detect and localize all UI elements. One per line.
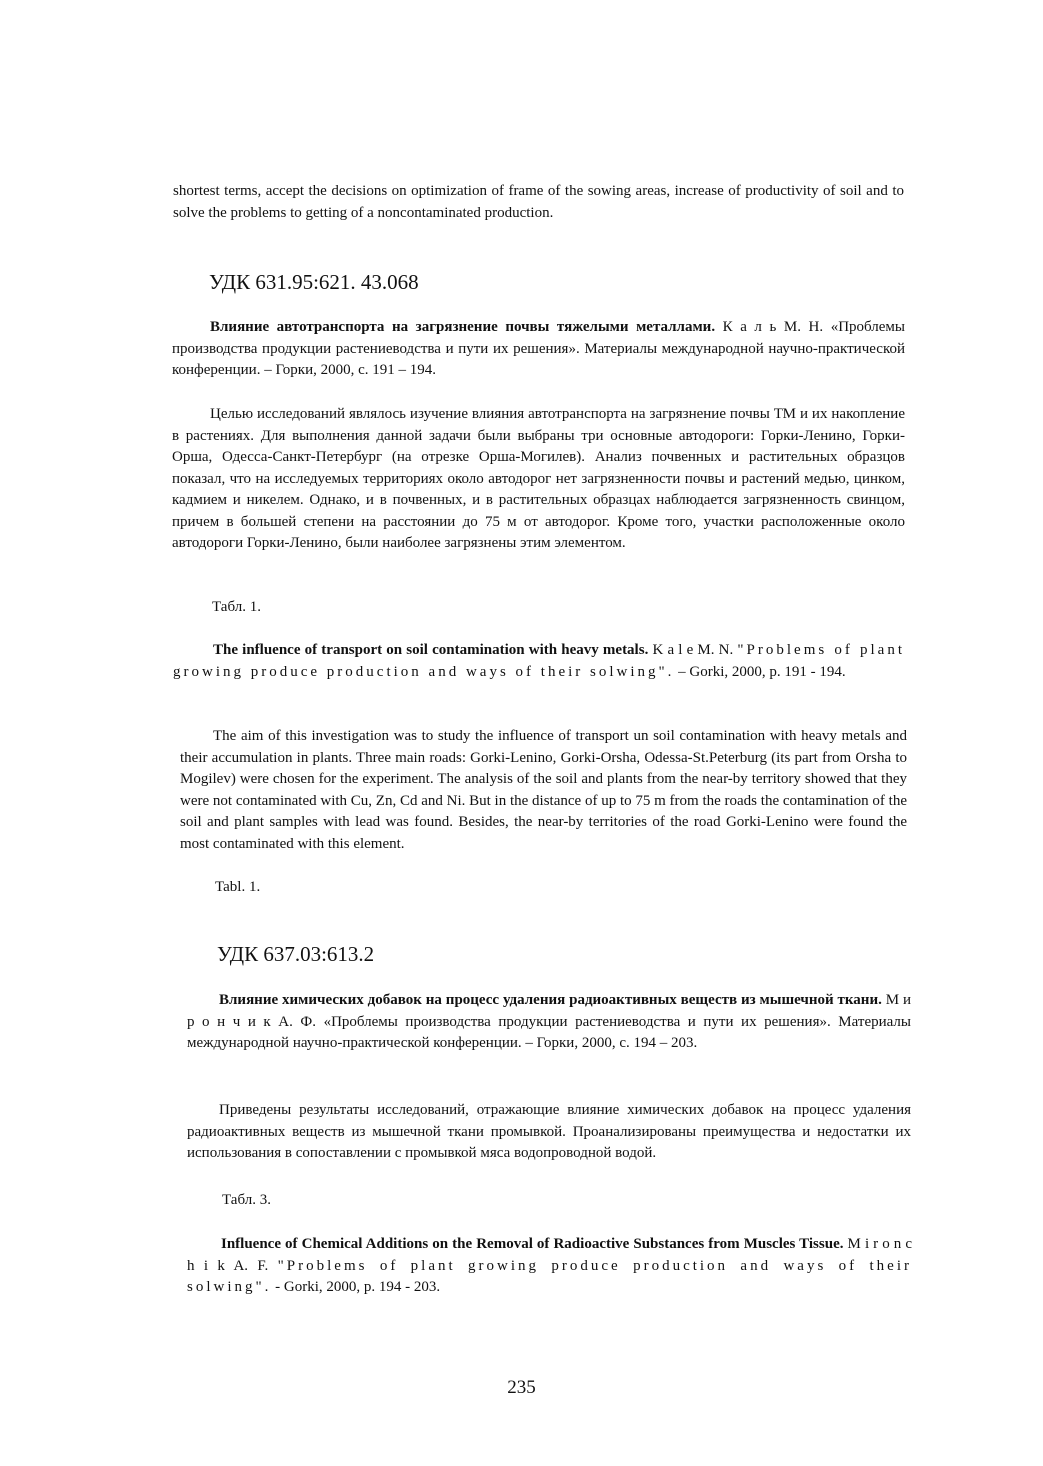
en-citation-2 [187,1234,912,1299]
en-author-2: M i r o n c h i k A. F. [187,1236,912,1274]
ru-source-1: «Проблемы производства продукции растениеводства и пути их решения». Материалы международной научно-практической конференции. – Горки, 2000, с. 191 – 194. [172,319,905,378]
en-title-2: Influence of Chemical Additions on the Removal of Radioactive Substances from Muscles Tissue. [221,1236,844,1252]
en-source-2: "Problems of plant growing produce production and ways of their solwing". [187,1257,912,1295]
ru-author-1: К а л ь М. Н. [722,319,824,335]
ru-citation-2 [187,990,911,1055]
udk-heading-1: УДК 631.95:621. 43.068 [209,270,419,294]
en-author-1: K a l e M. N. [652,642,734,658]
en-source-tail-1: – Gorki, 2000, p. 191 - 194. [678,663,846,680]
en-citation-1 [173,640,905,683]
en-title-1: The influence of transport on soil contamination with heavy metals. [213,642,649,658]
page-number: 235 [507,1377,536,1398]
ru-table-ref-2: Табл. 3. [222,1192,271,1208]
ru-abstract-2: Приведены результаты исследований, отражающие влияние химических добавок на процесс удаления радиоактивных веществ из мышечной ткани промывкой. Проанализированы преимущества и недостатки их использования в сопоставлении с промывкой мяса водопроводной водой. [187,1102,911,1161]
en-source-1: "Problems of plant growing produce production and ways of their solwing". [173,642,905,680]
en-source-tail-2: - Gorki, 2000, p. 194 - 203. [275,1279,441,1295]
en-table-ref-1: Tabl. 1. [215,879,261,895]
en-abstract-1: The aim of this investigation was to study the influence of transport un soil contamination with heavy metals and their accumulation in plants. Three main roads: Gorki-Lenino, Gorki-Orsha, Odessa-St.Peterburg (its part from Orsha to Mogilev) were chosen for the experiment. The analysis of the soil and plants from the near-by territory showed that they were not contaminated with Cu, Zn, Cd and Ni. But in the distance of up to 75 m from the roads the contamination of the soil and plant samples with lead was found. Besides, the near-by territories of the road Gorki-Lenino were found the most contaminated with this element. [180,728,907,852]
ru-citation-1 [172,317,905,382]
ru-author-2: М и р о н ч и к А. Ф. [187,992,911,1030]
ru-title-1: Влияние автотранспорта на загрязнение почвы тяжелыми металлами. [210,319,716,335]
ru-source-2: «Проблемы производства продукции растениеводства и пути их решения». Материалы международной научно-практической конференции. – Горки, 2000, с. 194 – 203. [187,1013,911,1051]
intro-paragraph: shortest terms, accept the decisions on optimization of frame of the sowing areas, increase of productivity of soil and to solve the problems to getting of a noncontaminated production. [173,183,904,221]
udk-heading-2: УДК 637.03:613.2 [217,942,375,966]
ru-table-ref-1: Табл. 1. [212,599,261,615]
ru-abstract-1: Целью исследований являлось изучение влияния автотранспорта на загрязнение почвы ТМ и их накопление в растениях. Для выполнения данной задачи были выбраны три основные автодороги: Горки-Ленино, Горки-Орша, Одесса-Санкт-Петербург (на отрезке Орша-Могилев). Анализ почвенных и растительных образцов показал, что на исследуемых территориях около автодорог нет загрязненности почвы и растений медью, цинком, кадмием и никелем. Однако, и в почвенных, и в растительных образцах наблюдается загрязненность свинцом, причем в большей степени на расстоянии до 75 м от автодорог. Кроме того, участки расположенные около автодороги Горки-Ленино, были наиболее загрязнены этим элементом. [172,406,905,551]
ru-title-2: Влияние химических добавок на процесс удаления радиоактивных веществ из мышечной ткани. [219,992,882,1008]
